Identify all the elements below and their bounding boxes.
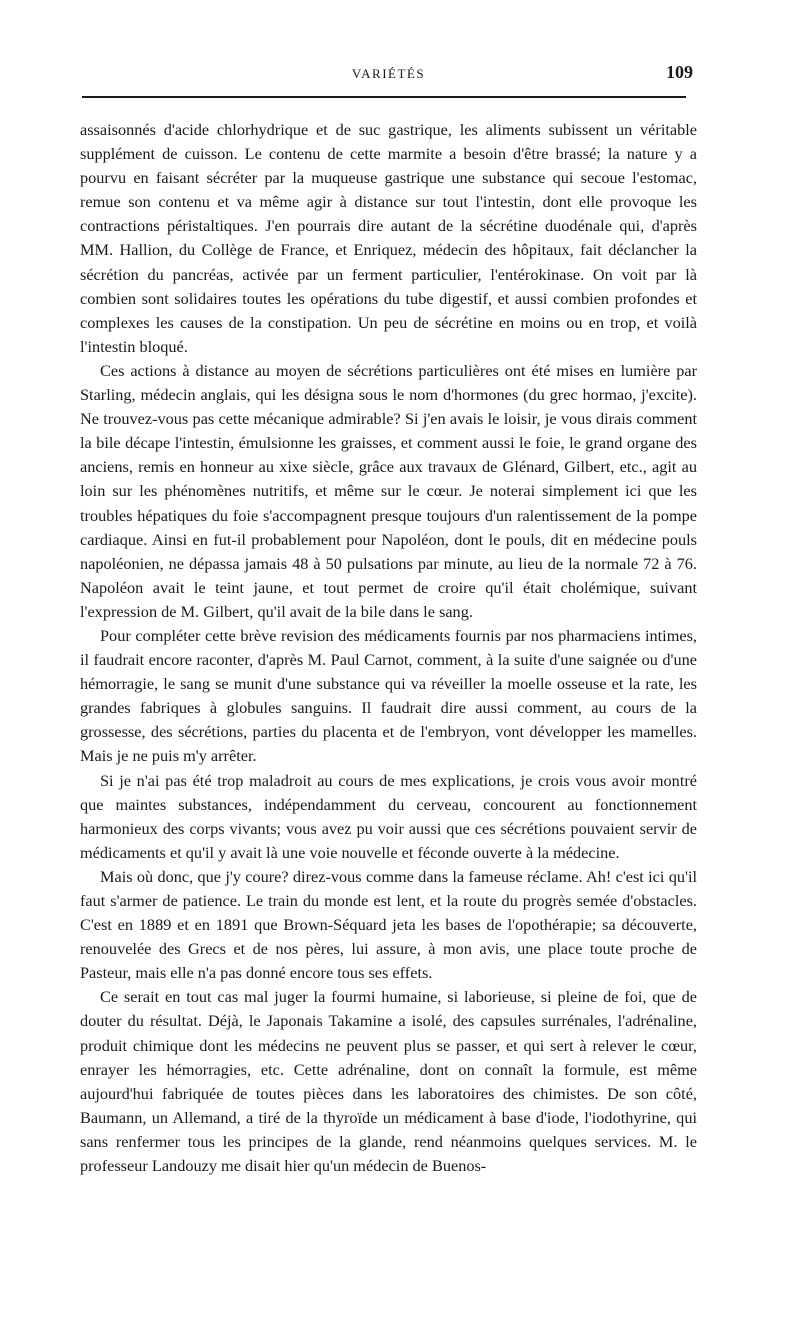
page-number: 109 <box>666 62 693 82</box>
paragraph: assaisonnés d'acide chlorhydrique et de suc gastrique, les aliments subissent un véritable supplément de cuisson. Le contenu de cette marmite a besoin d'être brassé; la nature y a pourvu en faisant sécréter par la muqueuse gastrique une substance qui secoue l'estomac, remue son contenu et va même agir à distance sur tout l'intestin, dont elle provoque les contractions péristaltiques. J'en pourrais dire autant de la sécrétine duodénale qui, d'après MM. Hallion, du Collège de France, et Enriquez, médecin des hôpitaux, fait déclancher la sécrétion du pancréas, activée par un ferment particulier, l'entérokinase. On voit par là combien sont solidaires toutes les opérations du tube digestif, et aussi combien profondes et complexes les causes de la constipation. Un peu de sécrétine en moins ou en trop, et voilà l'intestin bloqué. <box>80 120 697 356</box>
book-page <box>80 60 697 1178</box>
running-head <box>80 60 697 88</box>
paragraph: Pour compléter cette brève revision des médicaments fournis par nos pharmaciens intimes, il faudrait encore raconter, d'après M. Paul Carnot, comment, à la suite d'une saignée ou d'une hémorragie, le sang se munit d'une substance qui va réveiller la moelle osseuse et la rate, les grandes fabriques à globules sanguins. Il faudrait dire aussi comment, au cours de la grossesse, des sécrétions, parties du placenta et de l'embryon, vont développer les mamelles. Mais je ne puis m'y arrêter. <box>80 625 697 766</box>
paragraph: Si je n'ai pas été trop maladroit au cours de mes explications, je crois vous avoir montré que maintes substances, indépendamment du cerveau, concourent au fonctionnement harmonieux des corps vivants; vous avez pu voir aussi que ces sécrétions pouvaient servir de médicaments et qu'il y avait là une voie nouvelle et féconde ouverte à la médecine. <box>80 770 697 862</box>
header-rule <box>82 96 686 98</box>
paragraph: Mais où donc, que j'y coure? direz-vous comme dans la fameuse réclame. Ah! c'est ici qu'il faut s'armer de patience. Le train du monde est lent, et la route du progrès semée d'obstacles. C'est en 1889 et en 1891 que Brown-Séquard jeta les bases de l'opothérapie; sa découverte, renouvelée des Grecs et de nos pères, lui assure, à mon avis, une place toute proche de Pasteur, mais elle n'a pas donné encore tous ses effets. <box>80 866 697 983</box>
paragraph: Ces actions à distance au moyen de sécrétions particulières ont été mises en lumière par Starling, médecin anglais, qui les désigna sous le nom d'hormones (du grec hormao, j'excite). Ne trouvez-vous pas cette mécanique admirable? Si j'en avais le loisir, je vous dirais comment la bile décape l'intestin, émulsionne les graisses, et comment aussi le foie, le grand organe des anciens, remis en honneur au xixe siècle, grâce aux travaux de Glénard, Gilbert, etc., agit au loin sur les phénomènes nutritifs, et même sur le cœur. Je noterai simplement ici que les troubles hépatiques du foie s'accompagnent presque toujours d'un ralentissement de la pompe cardiaque. Ainsi en fut-il probablement pour Napoléon, dont le pouls, dit en médecine pouls napoléonien, ne dépassa jamais 48 à 50 pulsations par minute, au lieu de la normale 72 à 76. Napoléon avait le teint jaune, et tout permet de croire qu'il était cholémique, suivant l'expression de M. Gilbert, qu'il avait de la bile dans le sang. <box>80 360 697 621</box>
paragraph: Ce serait en tout cas mal juger la fourmi humaine, si laborieuse, si pleine de foi, que de douter du résultat. Déjà, le Japonais Takamine a isolé, des capsules surrénales, l'adrénaline, produit chimique dont les médecins ne peuvent plus se passer, et qui sert à relever le cœur, enrayer les hémorragies, etc. Cette adrénaline, dont on connaît la formule, est même aujourd'hui fabriquée de toutes pièces dans les laboratoires des chimistes. De son côté, Baumann, un Allemand, a tiré de la thyroïde un médicament à base d'iode, l'iodothyrine, qui sans renfermer tous les principes de la glande, rend néanmoins quelques services. M. le professeur Landouzy me disait hier qu'un médecin de Buenos- <box>80 987 697 1176</box>
running-title: VARIÉTÉS <box>351 66 426 81</box>
body-text <box>80 118 697 1178</box>
